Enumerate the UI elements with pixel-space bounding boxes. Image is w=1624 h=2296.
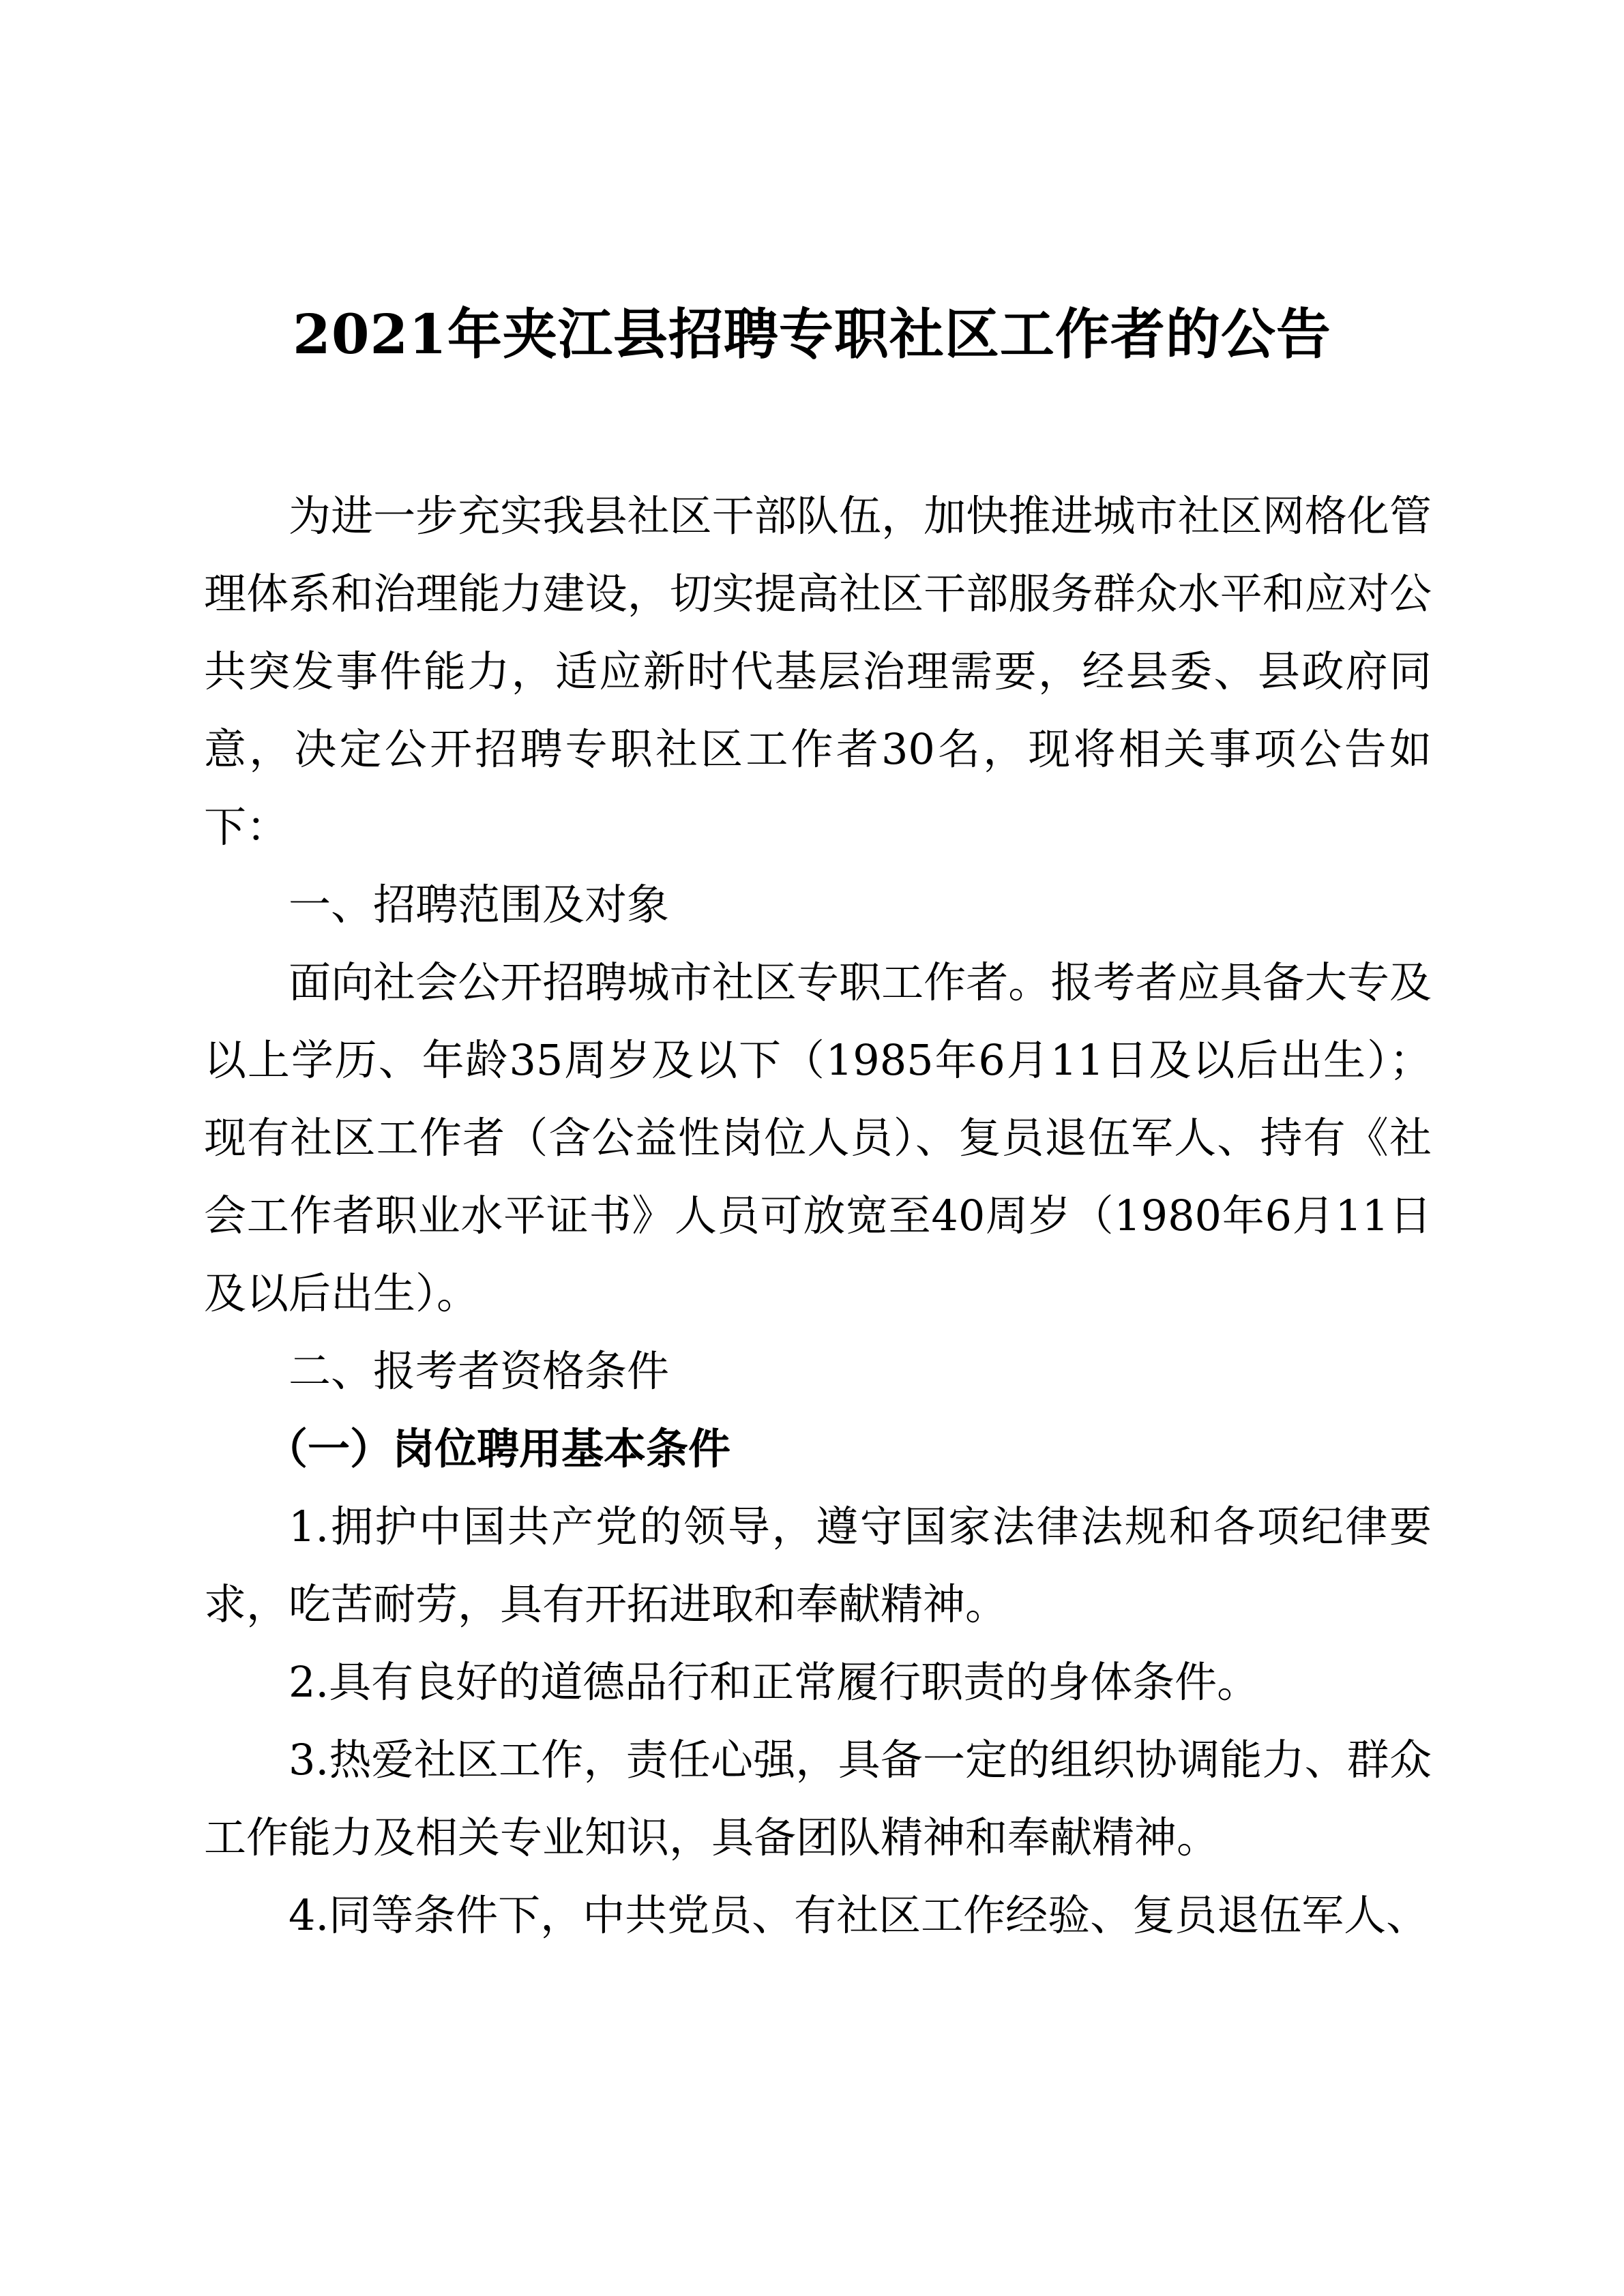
list-item-4: 4.同等条件下，中共党员、有社区工作经验、复员退伍军人、: [289, 1890, 1429, 1940]
list-item-2: 2.具有良好的道德品行和正常履行职责的身体条件。: [289, 1657, 1260, 1707]
intro-paragraph: 为进一步充实我县社区干部队伍，加快推进城市社区网格化管理体系和治理能力建设，切实提高社区干部服务群众水平和应对公共突发事件能力，适应新时代基层治理需要，经县委、县政府同意，决定公开招聘专职社区工作者30名，现将相关事项公告如下：: [204, 491, 1432, 852]
list-item-3: 3.热爱社区工作，责任心强，具备一定的组织协调能力、群众工作能力及相关专业知识，具备团队精神和奉献精神。: [204, 1735, 1432, 1862]
section-heading-2: 二、报考者资格条件: [289, 1346, 670, 1396]
subsection-heading-1: （一）岗位聘用基本条件: [265, 1424, 731, 1474]
section-heading-1: 一、招聘范围及对象: [289, 880, 670, 929]
list-item-1: 1.拥护中国共产党的领导，遵守国家法律法规和各项纪律要求，吃苦耐劳，具有开拓进取和奉献精神。: [204, 1502, 1432, 1629]
section-1-paragraph: 面向社会公开招聘城市社区专职工作者。报考者应具备大专及以上学历、年龄35周岁及以下（1985年6月11日及以后出生）；现有社区工作者（含公益性岗位人员）、复员退伍军人、持有《社会工作者职业水平证书》人员可放宽至40周岁（1980年6月11日及以后出生）。: [204, 957, 1432, 1318]
document-body: [204, 477, 1432, 1954]
document-title: 2021年夹江县招聘专职社区工作者的公告: [293, 302, 1331, 366]
